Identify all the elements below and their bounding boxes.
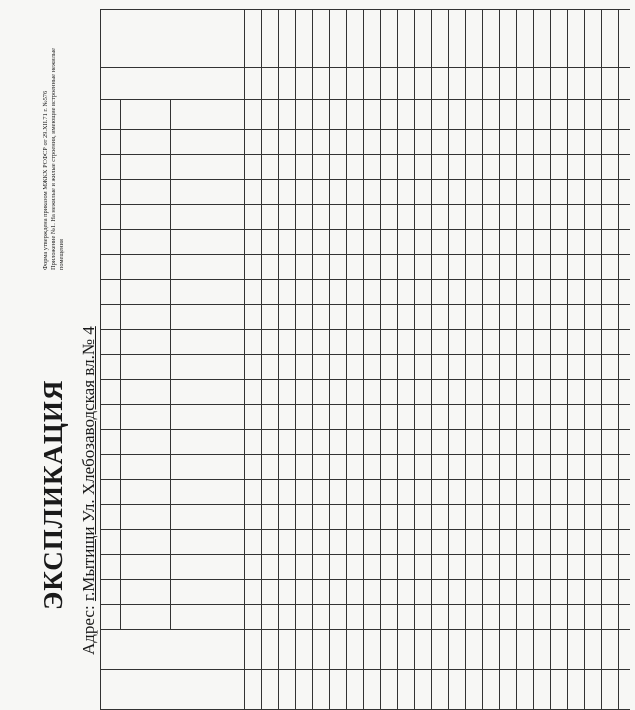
grid-row-line — [363, 10, 364, 710]
grid-row-line — [278, 10, 279, 710]
grid-row-line — [618, 10, 619, 710]
grid-row-line — [346, 10, 347, 710]
grid-row-line — [567, 10, 568, 710]
form-note-1: Форма утверждена приказом МЖКХ РСФСР от 29.XII.71 г. №576 — [42, 90, 49, 270]
grid-row-line — [601, 10, 602, 710]
address-prefix: Адрес: — [79, 605, 98, 655]
grid-row-line — [295, 10, 296, 710]
category-line — [120, 100, 121, 630]
grid-row-line — [380, 10, 381, 710]
grid-row-line — [261, 10, 262, 710]
grid-row-line — [312, 10, 313, 710]
document-title: ЭКСПЛИКАЦИЯ — [38, 379, 68, 610]
grid-top-line — [100, 10, 101, 710]
grid-row-line — [329, 10, 330, 710]
grid-row-line — [584, 10, 585, 710]
grid-row-line — [465, 10, 466, 710]
grid-row-line — [414, 10, 415, 710]
grid-row-line — [533, 10, 534, 710]
subheader-line — [170, 100, 171, 630]
grid-row-line — [516, 10, 517, 710]
grid-row-line — [482, 10, 483, 710]
form-note — [42, 40, 66, 270]
grid-row-line — [431, 10, 432, 710]
address-line — [80, 326, 97, 655]
grid-row-line — [550, 10, 551, 710]
address-value: г.Мытищи Ул. Хлебозаводская вл.№ 4 — [79, 326, 98, 602]
form-note-2: Приложение №1. На нежилые и жилые строения, имеющие встроенные нежилые помещения — [50, 47, 65, 270]
grid-row-line — [397, 10, 398, 710]
grid-row-line — [499, 10, 500, 710]
grid-row-line — [244, 10, 245, 710]
grid-row-line — [448, 10, 449, 710]
